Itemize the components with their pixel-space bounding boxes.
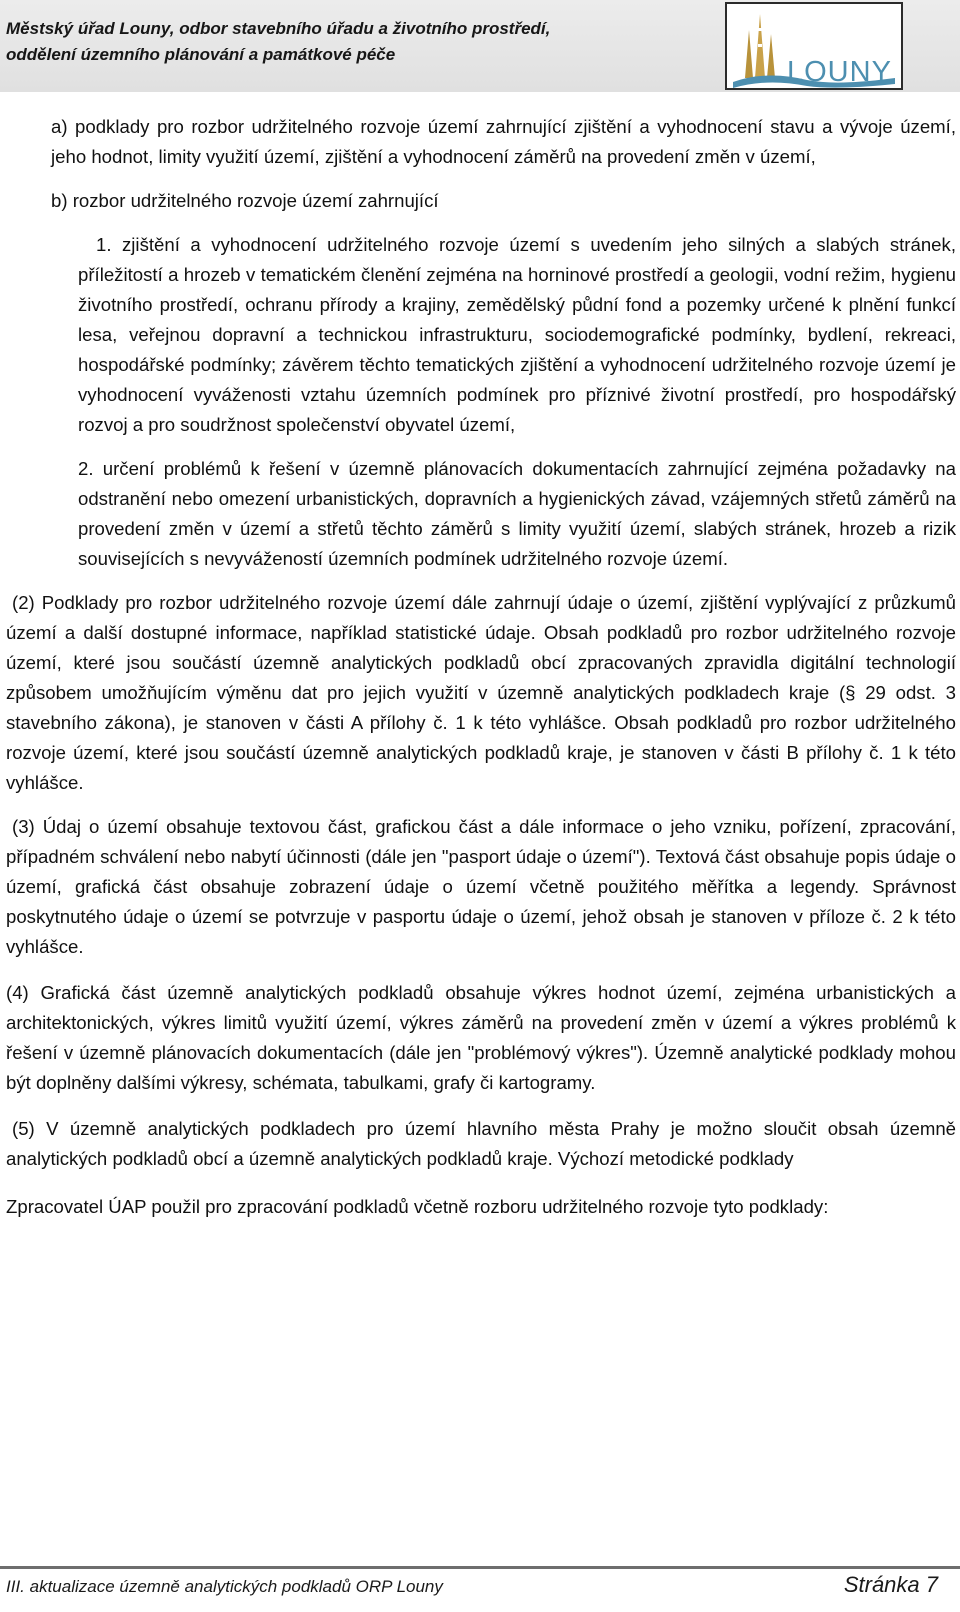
paragraph-4: (4) Grafická část územně analytických podkladů obsahuje výkres hodnot území, zejména urbanistických a architektonických, výkres limitů využití území, výkres záměrů na provedení změn v území a výkres problémů k řešení v územně plánovacích dokumentacích (dále jen "problémový výkres"). Územně analytické podklady mohou být doplněny dalšími výkresy, schémata, tabulkami, grafy či kartogramy. — [6, 982, 956, 1093]
paragraph-5: (5) V územně analytických podkladech pro území hlavního města Prahy je možno sloučit obsah územně analytických podkladů obcí a územně analytických podkladů kraje. Výchozí metodické podklady — [6, 1118, 956, 1169]
paragraph-item-1: 1. zjištění a vyhodnocení udržitelného rozvoje území s uvedením jeho silných a slabých stránek, příležitostí a hrozeb v tematickém členění zejména na horninové prostředí a geologii, vodní režim, hygienu životního prostředí, ochranu přírody a krajiny, zemědělský půdní fond a pozemky určené k plnění funkcí lesa, veřejnou dopravní a technickou infrastrukturu, sociodemografické podmínky, bydlení, rekreaci, hospodářské podmínky; závěrem těchto tematických zjištění a vyhodnocení udržitelného rozvoje území je vyhodnocení vyváženosti vztahu územních podmínek pro příznivé životní prostředí, pro hospodářský rozvoj a pro soudržnost společenství obyvatel území, — [78, 234, 956, 435]
header-title — [6, 16, 706, 68]
document-body — [6, 112, 956, 1222]
footer-document-title: III. aktualizace územně analytických podkladů ORP Louny — [6, 1577, 443, 1596]
logo-text: LOUNY — [787, 56, 892, 88]
paragraph-3: (3) Údaj o území obsahuje textovou část, grafickou část a dále informace o jeho vzniku, pořízení, zpracování, případném schválení nebo nabytí účinnosti (dále jen "pasport údaje o území"). Textová část obsahuje popis údaje o území, grafická část obsahuje zobrazení údaje o území včetně použitého měřítka a legendy. Správnost poskytnutého údaje o území se potvrzuje v pasportu údaje o území, jehož obsah je stanoven v příloze č. 2 k této vyhlášce. — [6, 816, 956, 957]
header-line-2: oddělení územního plánování a památkové péče — [6, 45, 396, 64]
header-line-1: Městský úřad Louny, odbor stavebního úřadu a životního prostředí, — [6, 19, 551, 38]
paragraph-item-b: b) rozbor udržitelného rozvoje území zahrnující — [51, 190, 439, 211]
paragraph-6: Zpracovatel ÚAP použil pro zpracování podkladů včetně rozboru udržitelného rozvoje tyto podklady: — [6, 1196, 829, 1217]
paragraph-item-a: a) podklady pro rozbor udržitelného rozvoje území zahrnující zjištění a vyhodnocení stavu a vývoje území, jeho hodnot, limity využití území, zjištění a vyhodnocení záměrů na provedení změn v území, — [51, 116, 956, 167]
footer-page-number: Stránka 7 — [843, 1572, 938, 1597]
paragraph-item-2: 2. určení problémů k řešení v územně plánovacích dokumentacích zahrnující zejména požadavky na odstranění nebo omezení urbanistických, dopravních a hygienických závad, vzájemných střetů záměrů na provedení změn v území a střetů těchto záměrů s limity využití území, slabých stránek, hrozeb a rizik souvisejících s nevyvážeností územních podmínek udržitelného rozvoje území. — [78, 458, 956, 569]
paragraph-2: (2) Podklady pro rozbor udržitelného rozvoje území dále zahrnují údaje o území, zjištění vyplývající z průzkumů území a další dostupné informace, například statistické údaje. Obsah podkladů pro rozbor udržitelného rozvoje území, které jsou součástí územně analytických podkladů obcí zpracovaných zpravidla digitální technologií způsobem umožňujícím výměnu dat pro jejich využití v územně analytických podkladech kraje (§ 29 odst. 3 stavebního zákona), je stanoven v části A přílohy č. 1 k této vyhlášce. Obsah podkladů pro rozbor udržitelného rozvoje území, které jsou součástí územně analytických podkladů kraje, je stanoven v části B přílohy č. 1 k této vyhlášce. — [6, 592, 956, 793]
louny-logo — [725, 2, 903, 90]
footer-divider — [0, 1566, 960, 1569]
